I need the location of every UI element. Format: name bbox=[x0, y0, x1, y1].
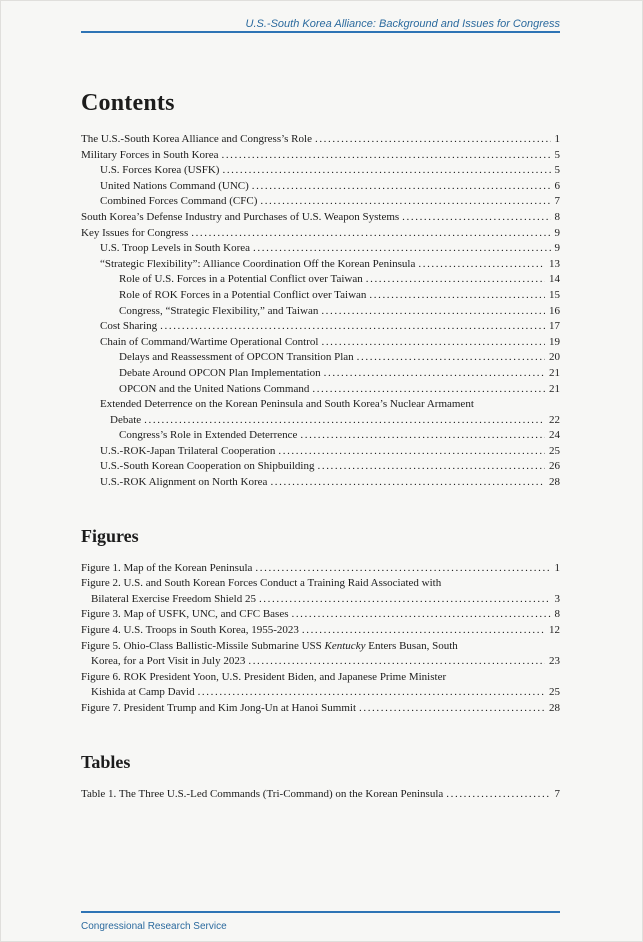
dot-leader bbox=[222, 163, 550, 179]
title-text: Military Forces in South Korea bbox=[81, 148, 219, 161]
page-number: 9 bbox=[554, 226, 560, 239]
dot-leader bbox=[402, 210, 550, 226]
toc-entry-title bbox=[100, 398, 474, 410]
page-header bbox=[81, 1, 560, 33]
toc-entry[interactable] bbox=[81, 163, 560, 179]
title-text: U.S.-South Korean Cooperation on Shipbuilding bbox=[100, 460, 315, 473]
title-text: Debate bbox=[110, 413, 142, 426]
page-number: 9 bbox=[554, 242, 560, 255]
toc-entry[interactable] bbox=[81, 257, 560, 273]
toc-entry-title bbox=[100, 257, 415, 273]
page-number: 19 bbox=[549, 335, 560, 348]
dot-leader bbox=[253, 241, 550, 257]
toc-entry-title bbox=[119, 428, 297, 444]
title-text: Enters Busan, South bbox=[365, 639, 458, 652]
page-footer bbox=[81, 911, 560, 934]
toc-entry[interactable] bbox=[81, 382, 560, 398]
title-text: Figure 7. President Trump and Kim Jong-Un at Hanoi Summit bbox=[81, 702, 356, 714]
tables-heading: Tables bbox=[81, 751, 131, 772]
footer-text: Congressional Research Service bbox=[81, 921, 227, 932]
table-entry[interactable] bbox=[81, 787, 560, 803]
toc-entry[interactable] bbox=[81, 304, 560, 320]
title-text: OPCON and the United Nations Command bbox=[119, 382, 310, 395]
dot-leader bbox=[291, 607, 550, 623]
page-number: 20 bbox=[549, 351, 560, 364]
page-number: 6 bbox=[554, 179, 560, 192]
title-text: Figure 1. Map of the Korean Peninsula bbox=[81, 561, 253, 574]
toc-entry[interactable] bbox=[81, 397, 560, 428]
toc-entry-title bbox=[100, 459, 315, 475]
title-text: Key Issues for Congress bbox=[81, 226, 189, 239]
italic-text: Kentucky bbox=[324, 639, 366, 652]
toc-entry-title bbox=[119, 382, 309, 398]
page-number: 7 bbox=[554, 195, 560, 208]
figure-entry-line1 bbox=[81, 639, 560, 655]
toc-entry-title bbox=[81, 226, 188, 242]
toc-entry-title bbox=[100, 163, 219, 179]
toc-entry[interactable] bbox=[81, 148, 560, 164]
toc-entry[interactable] bbox=[81, 288, 560, 304]
page-number: 12 bbox=[549, 624, 560, 637]
dot-leader bbox=[357, 350, 545, 366]
dot-leader bbox=[366, 272, 545, 288]
toc-entry-title bbox=[119, 272, 363, 288]
dot-leader bbox=[300, 428, 545, 444]
table-entry-title bbox=[81, 787, 443, 803]
title-text: Congress, “Strategic Flexibility,” and Taiwan bbox=[119, 304, 319, 317]
dot-leader bbox=[321, 304, 545, 320]
figure-entry-title bbox=[91, 592, 256, 608]
page-number: 3 bbox=[554, 592, 560, 605]
title-text: U.S. Troop Levels in South Korea bbox=[100, 242, 251, 255]
figure-entry[interactable] bbox=[81, 623, 560, 639]
dot-leader bbox=[252, 179, 551, 195]
page-number: 16 bbox=[549, 304, 560, 317]
toc-entry-title bbox=[100, 475, 267, 491]
title-text: Figure 4. U.S. Troops in South Korea, 1955-2023 bbox=[81, 624, 299, 637]
figure-entry[interactable] bbox=[81, 701, 560, 717]
toc-entry-title bbox=[81, 148, 218, 164]
toc-entry-title bbox=[81, 132, 312, 148]
figure-entry-line1 bbox=[81, 670, 560, 686]
figure-entry[interactable] bbox=[81, 670, 560, 701]
page-number: 14 bbox=[549, 273, 560, 286]
toc-entry[interactable] bbox=[81, 241, 560, 257]
tables-list bbox=[81, 787, 560, 803]
dot-leader bbox=[248, 654, 545, 670]
title-text: Role of U.S. Forces in a Potential Conflict over Taiwan bbox=[119, 273, 363, 286]
title-text: Figure 3. Map of USFK, UNC, and CFC Bases bbox=[81, 608, 289, 621]
figure-entry-title bbox=[81, 701, 356, 717]
page-number: 23 bbox=[549, 655, 560, 668]
toc-entry[interactable] bbox=[81, 272, 560, 288]
dot-leader bbox=[369, 288, 545, 304]
page-number: 13 bbox=[549, 257, 560, 270]
page-number: 21 bbox=[549, 366, 560, 379]
dot-leader bbox=[359, 701, 545, 717]
toc-entry-title bbox=[100, 319, 157, 335]
dot-leader bbox=[198, 685, 545, 701]
title-text: U.S. Forces Korea (USFK) bbox=[100, 164, 220, 177]
title-text: Cost Sharing bbox=[100, 320, 158, 333]
page-number: 8 bbox=[554, 608, 560, 621]
figure-entry[interactable] bbox=[81, 607, 560, 623]
title-text: Delays and Reassessment of OPCON Transition Plan bbox=[119, 351, 354, 364]
title-text: Figure 5. Ohio-Class Ballistic-Missile Submarine USS bbox=[81, 639, 325, 652]
contents-list bbox=[81, 132, 560, 491]
figure-entry[interactable] bbox=[81, 576, 560, 607]
title-text: South Korea’s Defense Industry and Purchases of U.S. Weapon Systems bbox=[81, 210, 400, 223]
toc-entry[interactable] bbox=[81, 350, 560, 366]
figure-entry-title bbox=[81, 623, 299, 639]
toc-entry[interactable] bbox=[81, 319, 560, 335]
title-text: “Strategic Flexibility”: Alliance Coordination Off the Korean Peninsula bbox=[100, 257, 416, 270]
figure-entry-title bbox=[81, 640, 458, 652]
figure-entry-title bbox=[81, 561, 252, 577]
toc-entry[interactable] bbox=[81, 366, 560, 382]
page-number: 8 bbox=[554, 210, 560, 223]
dot-leader bbox=[191, 226, 550, 242]
toc-entry-title bbox=[100, 194, 257, 210]
toc-entry[interactable] bbox=[81, 210, 560, 226]
dot-leader bbox=[418, 257, 545, 273]
dot-leader bbox=[446, 787, 550, 803]
title-text: Role of ROK Forces in a Potential Conflict over Taiwan bbox=[119, 288, 367, 301]
dot-leader bbox=[324, 366, 545, 382]
toc-entry[interactable] bbox=[81, 335, 560, 351]
dot-leader bbox=[221, 148, 550, 164]
dot-leader bbox=[318, 459, 546, 475]
toc-entry-title bbox=[119, 304, 318, 320]
toc-entry[interactable] bbox=[81, 132, 560, 148]
page-number: 28 bbox=[549, 476, 560, 489]
figure-entry-line1 bbox=[81, 576, 560, 592]
toc-entry[interactable] bbox=[81, 194, 560, 210]
title-text: Extended Deterrence on the Korean Peninsula and South Korea’s Nuclear Armament bbox=[100, 398, 474, 411]
toc-entry-title bbox=[119, 366, 321, 382]
title-text: U.S.-ROK Alignment on North Korea bbox=[100, 476, 268, 489]
dot-leader bbox=[259, 592, 551, 608]
page-number: 21 bbox=[549, 382, 560, 395]
page-number: 22 bbox=[549, 413, 560, 426]
title-text: Korea, for a Port Visit in July 2023 bbox=[91, 655, 246, 668]
dot-leader bbox=[255, 561, 550, 577]
figure-entry-title bbox=[81, 671, 446, 683]
toc-entry[interactable] bbox=[81, 428, 560, 444]
toc-entry-title bbox=[110, 413, 141, 429]
toc-entry-title bbox=[100, 444, 275, 460]
toc-entry[interactable] bbox=[81, 179, 560, 195]
page-number: 17 bbox=[549, 320, 560, 333]
toc-entry-title bbox=[81, 210, 399, 226]
dot-leader bbox=[270, 475, 545, 491]
dot-leader bbox=[302, 623, 545, 639]
title-text: U.S.-ROK-Japan Trilateral Cooperation bbox=[100, 444, 276, 457]
contents-heading: Contents bbox=[81, 90, 175, 116]
title-text: Combined Forces Command (CFC) bbox=[100, 195, 258, 208]
page-number: 26 bbox=[549, 460, 560, 473]
toc-entry-title bbox=[119, 350, 354, 366]
dot-leader bbox=[278, 444, 545, 460]
figure-entry-title bbox=[81, 607, 288, 623]
dot-leader bbox=[260, 194, 550, 210]
dot-leader bbox=[312, 382, 545, 398]
title-text: Congress’s Role in Extended Deterrence bbox=[119, 429, 298, 442]
page-number: 5 bbox=[554, 164, 560, 177]
toc-entry[interactable] bbox=[81, 226, 560, 242]
figures-heading: Figures bbox=[81, 525, 139, 546]
figure-entry-title bbox=[91, 654, 245, 670]
page-number: 7 bbox=[554, 787, 560, 800]
page-number: 28 bbox=[549, 702, 560, 714]
toc-entry[interactable] bbox=[81, 444, 560, 460]
page-number: 25 bbox=[549, 686, 560, 699]
figure-entry[interactable] bbox=[81, 639, 560, 670]
figure-entry[interactable] bbox=[81, 561, 560, 577]
title-text: United Nations Command (UNC) bbox=[100, 179, 249, 192]
page-number: 5 bbox=[554, 148, 560, 161]
dot-leader bbox=[160, 319, 545, 335]
toc-entry-title bbox=[100, 241, 250, 257]
figures-list bbox=[81, 561, 560, 717]
title-text: Debate Around OPCON Plan Implementation bbox=[119, 366, 321, 379]
title-text: Bilateral Exercise Freedom Shield 25 bbox=[91, 592, 256, 605]
figure-entry-title bbox=[81, 577, 441, 589]
dot-leader bbox=[144, 413, 545, 429]
page-number: 24 bbox=[549, 429, 560, 442]
toc-entry-title bbox=[100, 335, 318, 351]
title-text: Kishida at Camp David bbox=[91, 686, 195, 699]
figure-entry-title bbox=[91, 685, 195, 701]
title-text: Chain of Command/Wartime Operational Control bbox=[100, 335, 319, 348]
title-text: The U.S.-South Korea Alliance and Congress’s Role bbox=[81, 133, 312, 145]
dot-leader bbox=[315, 132, 551, 148]
toc-entry-title bbox=[100, 179, 249, 195]
dot-leader bbox=[321, 335, 545, 351]
page-number: 25 bbox=[549, 444, 560, 457]
page-number: 1 bbox=[554, 561, 560, 574]
header-title: U.S.-South Korea Alliance: Background and Issues for Congress bbox=[245, 18, 560, 30]
toc-entry-line1 bbox=[81, 397, 560, 413]
title-text: Figure 2. U.S. and South Korean Forces Conduct a Training Raid Associated with bbox=[81, 577, 442, 590]
toc-entry[interactable] bbox=[81, 475, 560, 491]
toc-entry-title bbox=[119, 288, 366, 304]
toc-entry[interactable] bbox=[81, 459, 560, 475]
title-text: Table 1. The Three U.S.-Led Commands (Tri-Command) on the Korean Peninsula bbox=[81, 787, 444, 800]
title-text: Figure 6. ROK President Yoon, U.S. President Biden, and Japanese Prime Minister bbox=[81, 670, 447, 683]
page-number: 15 bbox=[549, 288, 560, 301]
page-number: 1 bbox=[554, 133, 560, 145]
